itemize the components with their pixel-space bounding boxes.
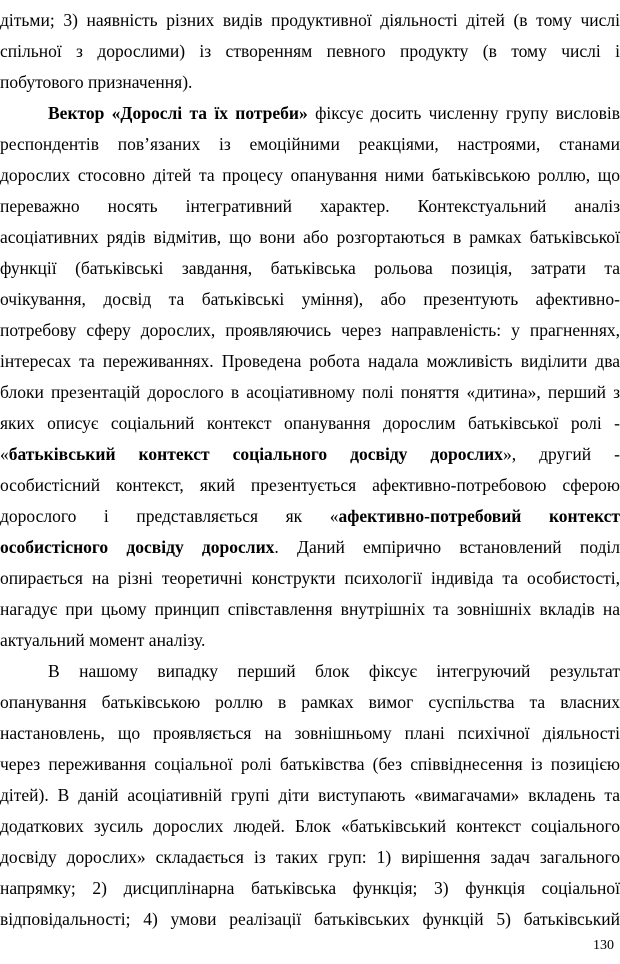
text-segment: дорослого і представляється як «: [0, 506, 339, 526]
text-segment: дітьми; 3) наявність різних видів продуктивної діяльності дітей (в тому числі: [0, 10, 620, 30]
text-line: [0, 563, 620, 593]
bold-term: батьківський контекст соціального досвіду дорослих: [8, 444, 503, 464]
text-line: [0, 284, 620, 314]
text-line: [0, 191, 620, 221]
text-line: [0, 253, 620, 283]
text-line: [0, 129, 620, 159]
text-segment: В нашому випадку перший блок фіксує інтегруючий результат: [48, 661, 620, 681]
text-segment: додаткових зусиль дорослих людей. Блок «батьківський контекст соціального: [0, 816, 620, 836]
text-segment: », другий -: [502, 444, 620, 464]
text-segment: респондентів пов’язаних із емоційними реакціями, настроями, станами: [0, 134, 620, 154]
text-line: [0, 346, 620, 376]
text-line: [0, 780, 620, 810]
text-segment: особистісний контекст, який презентується афективно-потребовою сферою: [0, 475, 620, 495]
text-segment: інтересах та переживаннях. Проведена робота надала можливість виділити два: [0, 351, 620, 371]
text-line: [0, 36, 620, 66]
text-segment: «: [0, 444, 9, 464]
text-segment: нагадує при цьому принцип співставлення внутрішніх та зовнішніх вкладів на: [0, 599, 620, 619]
text-segment: досвіду дорослих» складається із таких груп: 1) вирішення задач загального: [0, 847, 620, 867]
text-line: [0, 5, 620, 35]
text-line: [0, 315, 620, 345]
text-line: [0, 160, 620, 190]
text-line: [0, 470, 620, 500]
text-line: [0, 594, 620, 624]
text-segment: опирається на різні теоретичні конструкти психології індивіда та особистості,: [0, 568, 620, 588]
text-line: [0, 656, 620, 686]
text-line: [0, 842, 620, 872]
text-line: [0, 904, 620, 934]
text-line: [0, 377, 620, 407]
text-line: [0, 98, 620, 128]
text-segment: блоки презентацій дорослого в асоціативному полі поняття «дитина», перший з: [0, 382, 620, 402]
text-line: [0, 749, 620, 779]
text-segment: потребову сферу дорослих, проявляючись через направленість: у прагненнях,: [0, 320, 620, 340]
text-segment: . Даний емпірично встановлений поділ: [274, 537, 620, 557]
text-line: [0, 67, 620, 97]
text-line: [0, 439, 620, 469]
text-line: [0, 811, 620, 841]
text-line: [0, 687, 620, 717]
text-segment: функції (батьківські завдання, батьківська рольова позиція, затрати та: [0, 258, 620, 278]
text-line: [0, 532, 620, 562]
text-segment: через переживання соціальної ролі батьківства (без співвіднесення із позицією: [0, 754, 620, 774]
page-number: 130: [593, 938, 614, 953]
text-segment: опанування батьківською роллю в рамках вимог суспільства та власних: [0, 692, 620, 712]
text-segment: напрямку; 2) дисциплінарна батьківська функція; 3) функція соціальної: [0, 878, 620, 898]
text-segment: спільної з дорослими) із створенням певного продукту (в тому числі і: [0, 41, 620, 61]
text-segment: настановлень, що проявляється на зовнішньому плані психічної діяльності: [0, 723, 620, 743]
text-line: [0, 501, 620, 531]
text-segment: переважно носять інтегративний характер. Контекстуальний аналіз: [0, 196, 620, 216]
text-segment: відповідальності; 4) умови реалізації батьківських функцій 5) батьківський: [0, 909, 620, 929]
bold-term: особистісного досвіду дорослих: [0, 537, 275, 557]
text-line: [0, 873, 620, 903]
text-segment: дорослих стосовно дітей та процесу опанування ними батьківською роллю, що: [0, 165, 620, 185]
text-line: [0, 222, 620, 252]
text-segment: очікування, досвід та батьківські уміння), або презентують афективно-: [0, 289, 620, 309]
text-segment: фіксує досить численну групу висловів: [307, 103, 620, 123]
text-segment: побутового призначення).: [0, 72, 193, 92]
bold-term: Вектор «Дорослі та їх потреби»: [48, 103, 308, 123]
text-segment: яких описує соціальний контекст опанування дорослим батьківської ролі -: [0, 413, 620, 433]
text-segment: актуальний момент аналізу.: [0, 630, 206, 650]
text-segment: асоціативних рядів відмітив, що вони або розгортаються в рамках батьківської: [0, 227, 620, 247]
text-line: [0, 408, 620, 438]
text-line: [0, 625, 620, 655]
text-line: [0, 718, 620, 748]
text-segment: дітей). В даній асоціативній групі діти виступають «вимагачами» вкладень та: [0, 785, 620, 805]
bold-term: афективно-потребовий контекст: [338, 506, 620, 526]
